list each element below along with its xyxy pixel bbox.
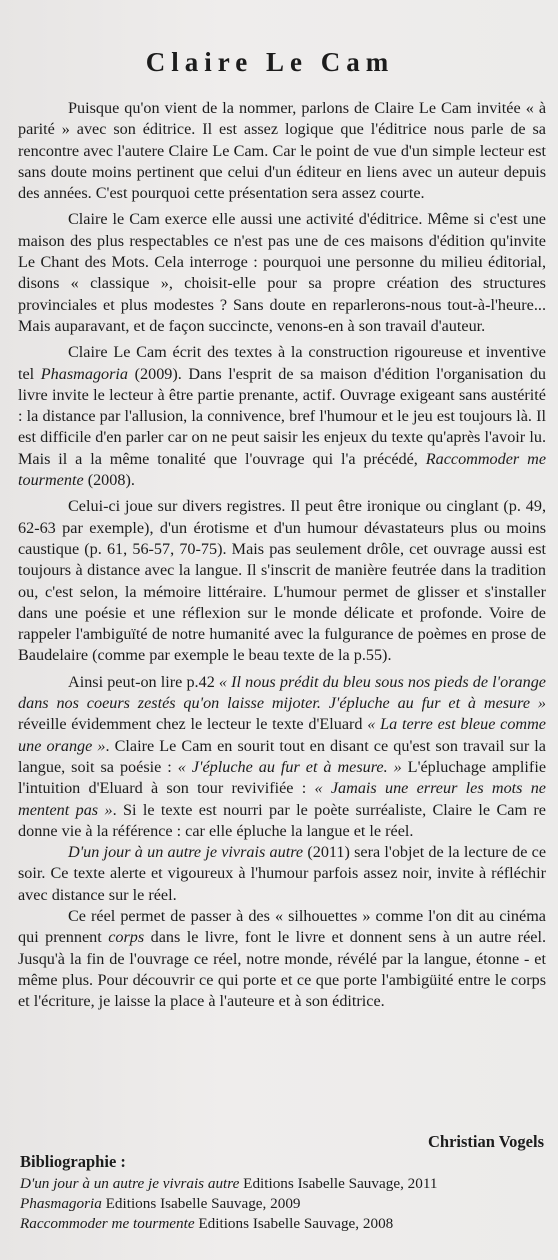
text-run: Claire Le Cam écrit des textes à la construction rigoureuse et inventive tel [18,343,546,383]
text-run: . Claire Le Cam en sourit tout en disant ce qu'est son travail sur la langue, soit sa poésie : [18,736,546,776]
paragraph [18,209,546,337]
text-run: Ainsi peut-on lire p.42 [68,672,219,691]
bibliography-heading: Bibliographie : [20,1152,126,1171]
italic-text: « La terre est bleue comme une orange » [18,715,546,755]
text-run: L'épluchage amplifie l'intuition d'Eluard à son tour revivifiée : [18,757,546,798]
text-run: (2011) sera l'objet de la lecture de ce soir. Ce texte alerte et vigoureux à l'humour parfois assez noir, invite à réfléchir avec distance sur le réel. [18,843,546,904]
publication-details: Editions Isabelle Sauvage, 2008 [194,1215,394,1232]
paragraph [18,906,546,1012]
bibliography-item [20,1194,550,1214]
text-run: dans le livre, font le livre et donnent sens à un autre réel. Jusqu'à la fin de l'ouvrage ce réel, notre monde, révélé par la langue, étonne - et même plus. Pour découvrir ce qui porte et ce que porte l'ambigüité entre le corps et l'écriture, je laisse la place à l'auteure et à son éditrice. [18,928,546,1011]
italic-text: corps [108,928,145,947]
paragraph [18,672,546,842]
italic-text: Phasmagoria [40,364,129,383]
article-body [18,98,546,1017]
book-title: Phasmagoria [20,1195,102,1212]
paragraph [18,342,546,491]
publication-details: Editions Isabelle Sauvage, 2011 [239,1175,438,1192]
text-run: Ce réel permet de passer à des « silhouettes » comme l'on dit au cinéma qui prennent [18,906,546,947]
italic-text: D'un jour à un autre je vivrais autre [68,843,304,862]
text-run: réveille évidemment chez le lecteur le texte d'Eluard [18,715,368,734]
text-run: Claire le Cam exerce elle aussi une activité d'éditrice. Même si c'est une maison des plus respectables ce n'est pas une de ces maisons d'édition qu'invite Le Chant des Mots. Cela interroge : pourquoi une personne du milieu éditorial, disons « classique », choisit-elle pour sa propre création des structures provinciales et plus modestes ? Sans doute en reparlerons-nous tout-à-l'heure... Mais auparavant, et de façon succincte, venons-en à son travail d'auteur. [18,210,546,335]
text-run: Puisque qu'on vient de la nommer, parlons de Claire Le Cam invitée « à parité » avec son éditrice. Il est assez logique que l'éditrice nous parle de sa rencontre avec l'autere Claire Le Cam. Car le point de vue d'un simple lecteur est sans doute moins pertinent que celui d'un éditeur en liens avec un auteur depuis des années. C'est pourquoi cette présentation sera assez courte. [18,99,546,203]
paragraph [18,98,546,204]
italic-text: « Jamais une erreur les mots ne mentent pas » [18,779,546,819]
paragraph [18,842,546,906]
book-title: Raccommoder me tourmente [20,1215,195,1232]
bibliography-list [20,1174,550,1234]
italic-text: « Il nous prédit du bleu sous nos pieds de l'orange dans nos coeurs zestés qu'on laisse mijoter. J'épluche au fur et à mesure » [18,672,546,713]
italic-text: Raccommoder me tourmente [18,449,546,490]
bibliography-item [20,1174,550,1194]
text-run: . Si le texte est nourri par le poète surréaliste, Claire le Cam re donne vie à la référence : car elle épluche la langue et le réel. [18,800,546,840]
article-title: Claire Le Cam [145,47,395,77]
author-signature: Christian Vogels [428,1132,544,1151]
book-title: D'un jour à un autre je vivrais autre [20,1175,240,1192]
bibliography-item [20,1214,550,1234]
text-run: Celui-ci joue sur divers registres. Il peut être ironique ou cinglant (p. 49, 62-63 par exemple), d'un érotisme et d'un humour dévastateurs plus ou moins caustique (p. 61, 56-57, 70-75). Mais pas seulement drôle, cet ouvrage aussi est toujours à distance avec la langue. Il s'inscrit de manière feutrée dans la tradition ou, c'est selon, la mémoire littéraire. L'humour permet de glisser et s'installer dans une poésie et une réflexion sur le monde délicate et profonde. Voire de rappeler l'ambiguïté de notre humanité avec la fulgurance de poèmes en prose de Baudelaire (comme par exemple le beau texte de la p.55). [18,497,546,665]
text-run: (2009). Dans l'esprit de sa maison d'édition l'organisation du livre invite le lecteur à être partie prenante, actif. Ouvrage exigeant sans austérité : la distance par l'allusion, la connivence, bref l'humour et le jeu est toujours là. Il est difficile d'en parler car on ne peut saisir les enjeux du texte qu'après l'avoir lu. Mais il a la même tonalité que l'ouvrage qui l'a précédé, [18,364,547,468]
publication-details: Editions Isabelle Sauvage, 2009 [101,1195,301,1212]
italic-text: « J'épluche au fur et à mesure. » [177,757,402,776]
paragraph [18,496,546,666]
text-run: (2008). [83,471,135,490]
